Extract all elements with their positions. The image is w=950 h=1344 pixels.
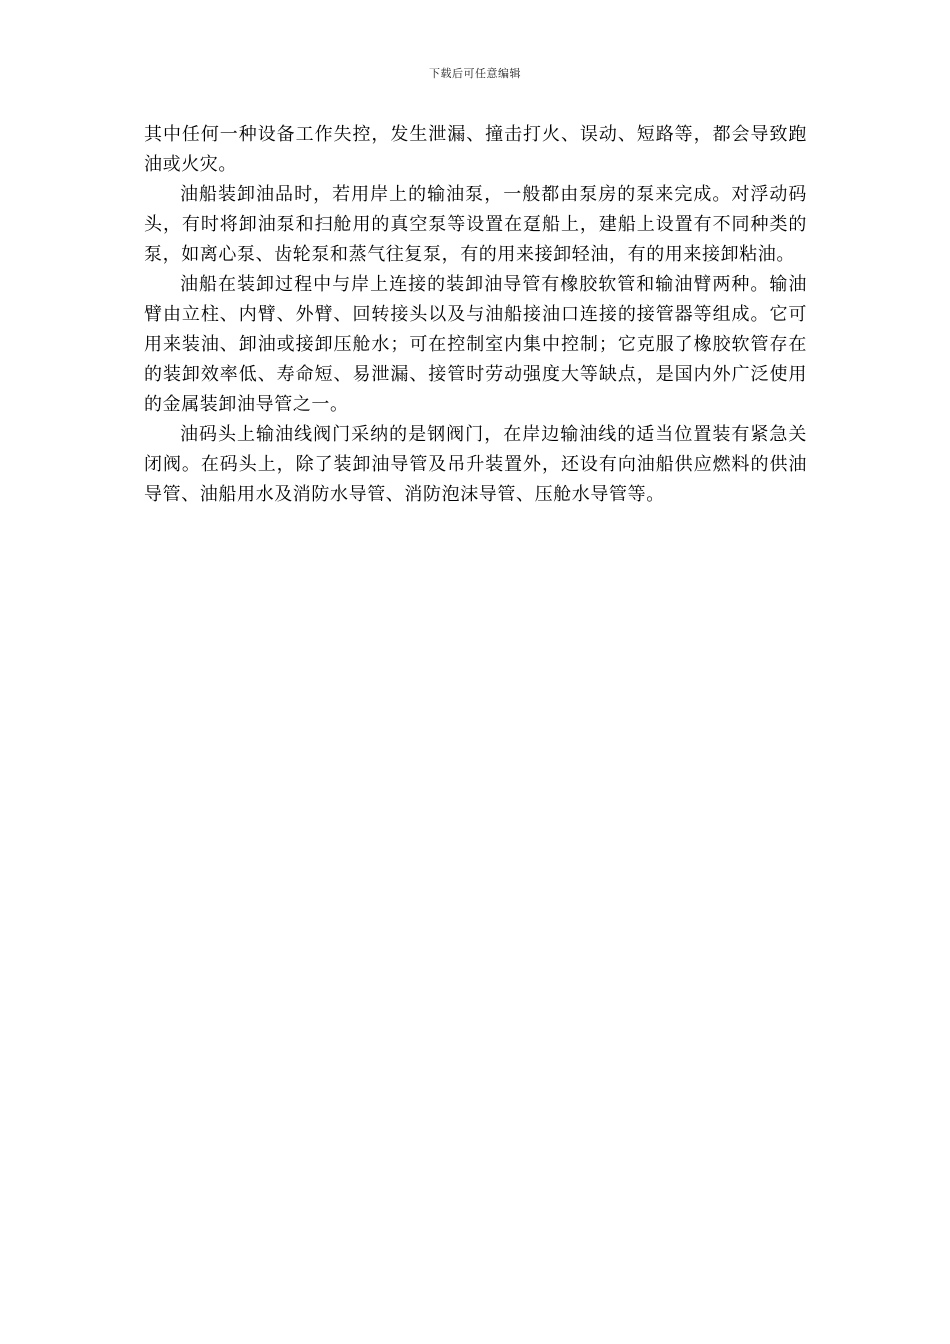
paragraph-loading-arms: 油船在装卸过程中与岸上连接的装卸油导管有橡胶软管和输油臂两种。输油臂由立柱、内臂、外臂、回转接头以及与油船接油口连接的接管器等组成。它可用来装油、卸油或接卸压舱水；可在控制室内集中控制；它克服了橡胶软管存在的装卸效率低、寿命短、易泄漏、接管时劳动强度大等缺点，是国内外广泛使用的金属装卸油导管之一。 [144, 274, 807, 415]
paragraph-continuation: 其中任何一种设备工作失控，发生泄漏、撞击打火、误动、短路等，都会导致跑油或火灾。 [144, 124, 807, 175]
paragraph-oil-pumps: 油船装卸油品时，若用岸上的输油泵，一般都由泵房的泵来完成。对浮动码头，有时将卸油泵和扫舱用的真空泵等设置在趸船上，建船上设置有不同种类的泵，如离心泵、齿轮泵和蒸气往复泵，有的用来接卸轻油，有的用来接卸粘油。 [144, 184, 807, 265]
document-body [144, 120, 807, 510]
paragraph-valves-pipelines: 油码头上输油线阀门采纳的是钢阀门，在岸边输油线的适当位置装有紧急关闭阀。在码头上，除了装卸油导管及吊升装置外，还设有向油船供应燃料的供油导管、油船用水及消防水导管、消防泡沫导管、压舱水导管等。 [144, 424, 807, 505]
page-header-note: 下载后可任意编辑 [429, 67, 521, 80]
